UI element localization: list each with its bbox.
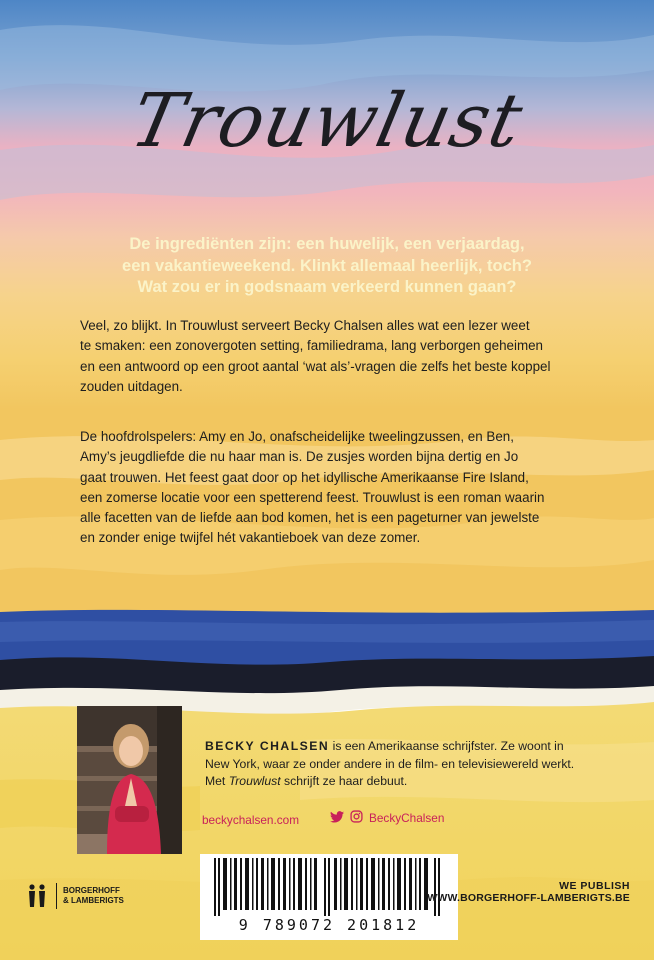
author-social <box>330 810 444 826</box>
instagram-handle[interactable]: BeckyChalsen <box>369 811 445 825</box>
publisher-figures-icon <box>24 883 50 909</box>
author-bio <box>205 738 605 791</box>
blurb-line: Veel, zo blijkt. In Trouwlust serveert Becky Chalsen alles wat een lezer weet <box>80 318 530 333</box>
we-publish-label: WE PUBLISH <box>559 880 630 892</box>
twitter-icon[interactable] <box>330 811 344 826</box>
blurb-line: De hoofdrolspelers: Amy en Jo, onafscheidelijke tweelingzussen, en Ben, <box>80 429 514 444</box>
publisher-name-line: & LAMBERIGTS <box>63 896 124 905</box>
blurb-line: alle facetten van de liefde aan bod komen, het is een pageturner van jewelste <box>80 510 540 526</box>
book-title: Trouwlust <box>123 78 531 164</box>
blurb-line: zouden uitdagen. <box>80 378 183 394</box>
blurb-line: te smaken: een zonovergoten setting, familiedrama, lang verborgen geheimen <box>80 338 543 354</box>
bio-book-title: Trouwlust <box>228 774 281 788</box>
blurb-paragraph-2 <box>80 427 580 549</box>
tagline-line: een vakantieweekend. Klinkt allemaal heerlijk, toch? <box>122 256 532 275</box>
tagline-line: Wat zou er in godsnaam verkeerd kunnen gaan? <box>137 278 517 296</box>
instagram-icon[interactable] <box>350 810 363 826</box>
publisher-website[interactable]: WWW.BORGERHOFF-LAMBERIGTS.BE <box>427 892 630 904</box>
author-photo <box>77 706 182 854</box>
author-website[interactable]: beckychalsen.com <box>202 813 300 827</box>
barcode-bars <box>200 854 458 916</box>
publisher-web-block <box>427 880 630 904</box>
blurb-line: een zomerse locatie voor een spetterend feest. Trouwlust is een roman waarin <box>80 489 545 505</box>
blurb-line: gaat trouwen. Het feest gaat door op het idyllische Amerikaanse Fire Island, <box>80 469 529 485</box>
bio-text: Met <box>205 774 229 788</box>
barcode <box>200 854 458 940</box>
tagline <box>60 234 594 299</box>
publisher-name <box>63 886 124 906</box>
logo-divider <box>56 883 57 909</box>
blurb-line: Amy’s jeugdliefde die nu haar man is. De zusjes worden bijna dertig en Jo <box>80 449 519 465</box>
blurb-line: en een antwoord op een groot aantal ‘wat als’-vragen die zelfs het beste koppel <box>80 358 551 374</box>
bio-text: schrijft ze haar debuut. <box>280 774 408 788</box>
publisher-logo <box>24 883 124 909</box>
isbn-number: 9 789072 201812 <box>238 916 420 934</box>
bio-text: New York, waar ze onder andere in de film- en televisiewereld werkt. <box>205 756 575 771</box>
blurb-paragraph-1 <box>80 316 580 397</box>
publisher-name-line: BORGERHOFF <box>63 886 120 895</box>
blurb-line: en zonder enige twijfel hét vakantieboek van deze zomer. <box>80 530 421 546</box>
bio-text: is een Amerikaanse schrijfster. Ze woont in <box>332 739 564 753</box>
tagline-line: De ingrediënten zijn: een huwelijk, een verjaardag, <box>129 235 525 253</box>
author-name: BECKY CHALSEN <box>205 739 330 753</box>
